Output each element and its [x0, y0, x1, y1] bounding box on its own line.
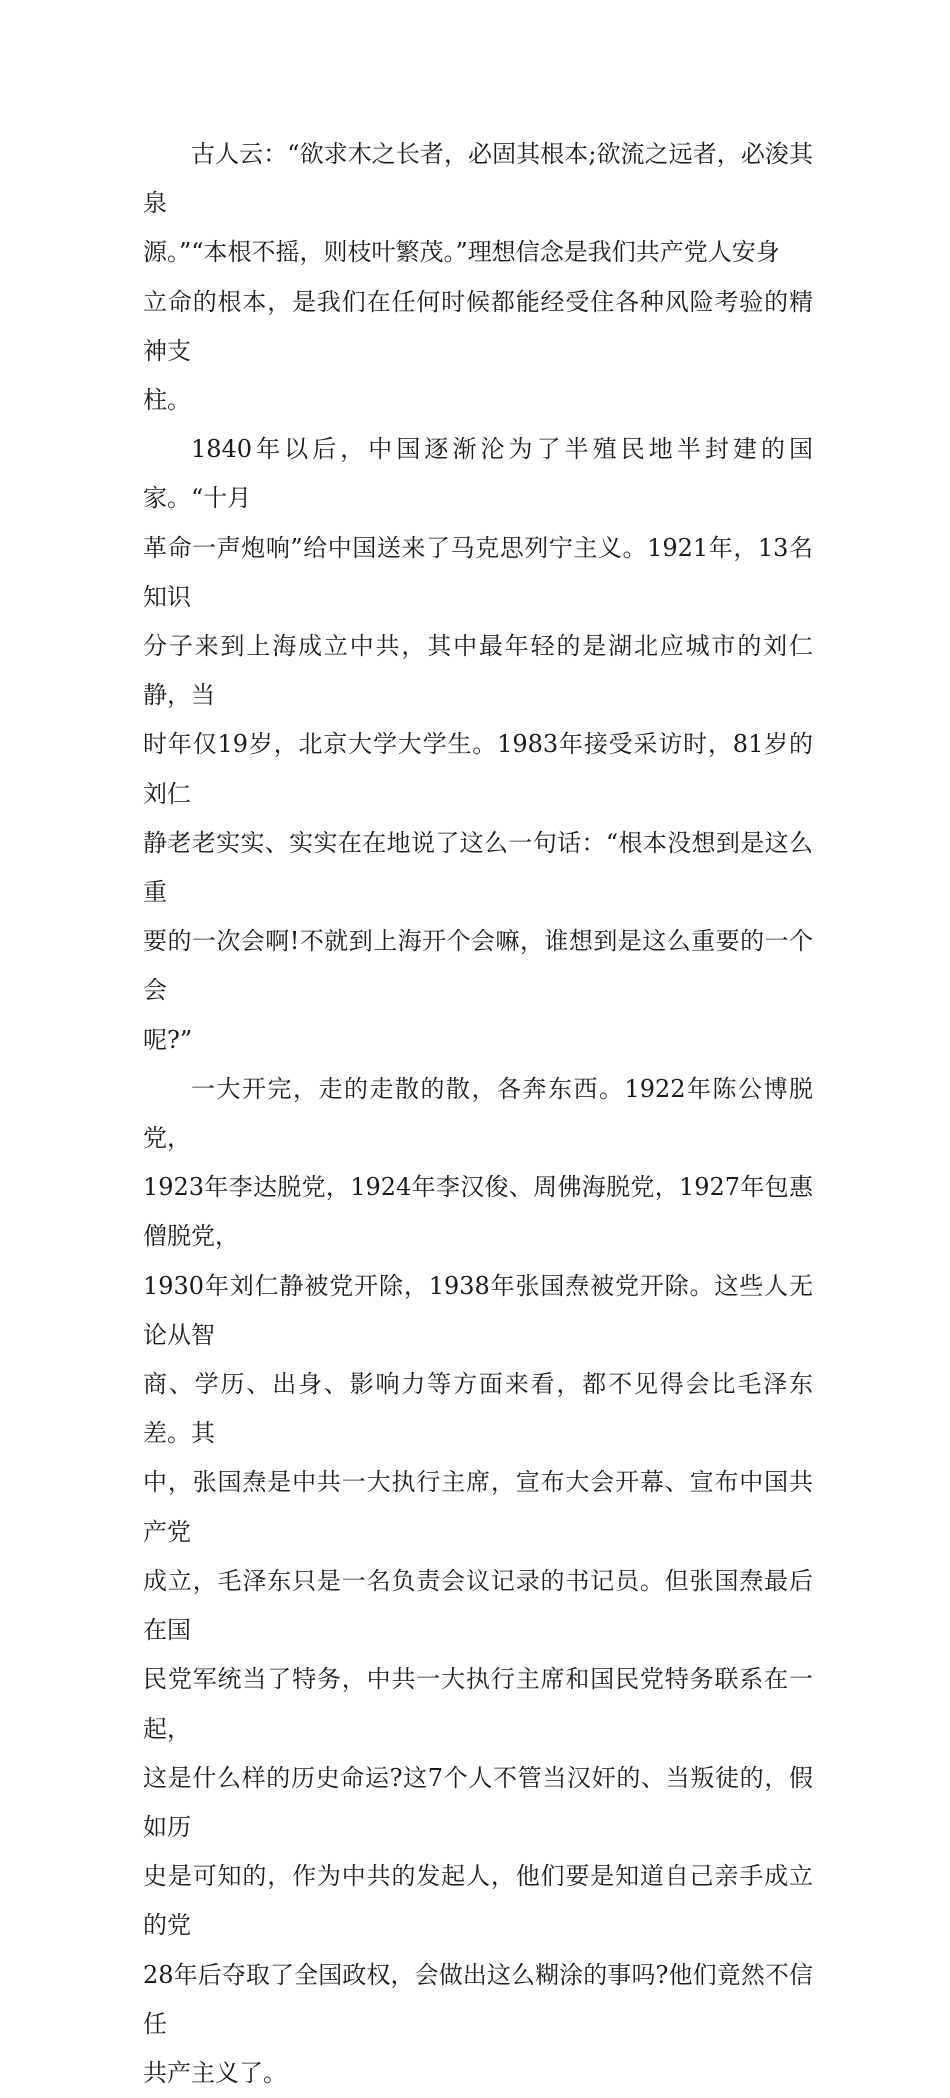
paragraph-3: 一大开完，走的走散的散，各奔东西。1922年陈公博脱党， 1923年李达脱党，1924年李汉俊、周佛海脱党，1927年包惠僧脱党， 1930年刘仁静被党开除，1938年张国焘被党开除。这些人无论从智 商、学历、出身、影响力等方面来看，都不见得会比毛泽东差。其 中，张国焘是中共一大执行主席，宣布大会开幕、宣布中国共产党 成立，毛泽东只是一名负责会议记录的书记员。但张国焘最后在国 民党军统当了特务，中共一大执行主席和国民党特务联系在一起， 这是什么样的历史命运?这7个人不管当汉奸的、当叛徒的，假如历 史是可知的，作为中共的发起人，他们要是知道自己亲手成立的党 28年后夺取了全国政权，会做出这么糊涂的事吗?他们竟然不信任 共产主义了。: [143, 1074, 813, 2087]
paragraph-1: 古人云：“欲求木之长者，必固其根本;欲流之远者，必浚其泉 源。”“本根不摇，则枝叶繁茂。”理想信念是我们共产党人安身 立命的根本，是我们在任何时候都能经受住各种风险考验的精神支 柱。: [143, 140, 813, 415]
paragraph-2: 1840年以后，中国逐渐沦为了半殖民地半封建的国家。“十月 革命一声炮响”给中国送来了马克思列宁主义。1921年，13名知识 分子来到上海成立中共，其中最年轻的是湖北应城市的刘仁静，当 时年仅19岁，北京大学大学生。1983年接受采访时，81岁的刘仁 静老老实实、实实在在地说了这么一句话：“根本没想到是这么重 要的一次会啊!不就到上海开个会嘛，谁想到是这么重要的一个会 呢?”: [143, 435, 813, 1054]
document-body: [143, 130, 813, 2098]
